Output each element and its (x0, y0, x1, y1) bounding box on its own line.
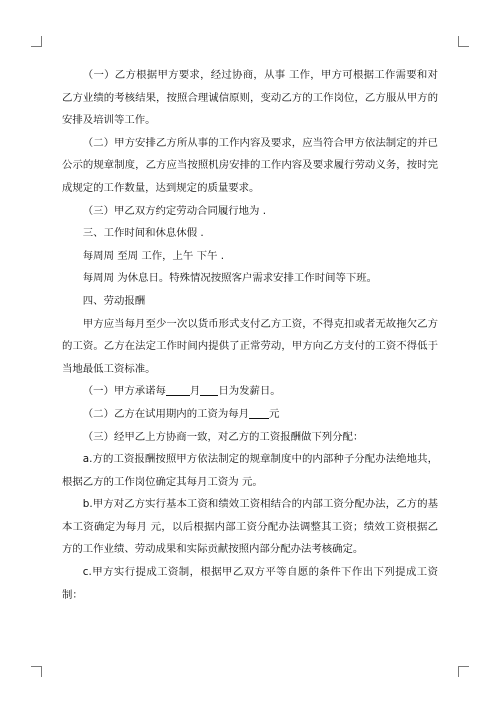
probation-amount-blank (249, 406, 269, 419)
pay-date-suffix: 日为发薪日。 (218, 385, 281, 398)
pay-date-clause (62, 380, 438, 403)
option-a: a.方的工资报酬按照甲方依法制定的规章制度中的内部种子分配办法绝地共，根据乙方的工作岗位确定其每月工资为 元。 (62, 453, 438, 488)
option-b: b.甲方对乙方实行基本工资和绩效工资相结合的内部工资分配办法，乙方的基本工资确定为每月 元，以后根据内部工资分配办法调整其工资；绩效工资根据乙方的工作业绩、劳动成果和实际贡献按照内部分配办法考核确定。 (62, 498, 438, 556)
option-c: c.甲方实行提成工资制，根据甲乙双方平等自愿的条件下作出下列提成工资制： (62, 566, 438, 601)
clause-1-3: （三）甲乙双方约定劳动合同履行地为 . (82, 204, 267, 217)
probation-pay-prefix: （二）乙方在试用期内的工资为每月 (82, 407, 250, 420)
rest-day-line: 每周周 为休息日。特殊情况按照客户需求安排工作时间等下班。 (82, 272, 378, 285)
pay-date-prefix: （一）甲方承诺每 (82, 385, 166, 398)
probation-pay-suffix: 元 (269, 407, 280, 420)
pay-month-blank (166, 383, 190, 396)
section-4-heading: 四、劳动报酬 (82, 294, 146, 307)
clause-1-2: （二）甲方安排乙方所从事的工作内容及要求，应当符合甲方依法制定的并已公示的规章制度，乙方应当按照机房安排的工作内容及要求履行劳动义务，按时完成规定的工作数量，达到规定的质量要求。 (62, 136, 438, 194)
section-3-heading: 三、工作时间和休息休假 . (82, 227, 204, 240)
pay-distribution-clause: （三）经甲乙上方协商一致，对乙方的工资报酬做下列分配： (82, 430, 364, 443)
pay-day-blank (200, 383, 218, 396)
crop-mark-top-right (458, 36, 469, 47)
probation-pay-clause (62, 403, 438, 426)
crop-mark-bottom-left (31, 666, 42, 677)
crop-mark-bottom-right (458, 666, 469, 677)
clause-1-1: （一）乙方根据甲方要求，经过协商，从事 工作，甲方可根据工作需要和对乙方业绩的考核结果，按照合理诚信原则，变动乙方的工作岗位，乙方服从甲方的安排及培训等工作。 (62, 69, 438, 127)
pay-date-month: 月 (189, 385, 201, 398)
crop-mark-top-left (31, 36, 42, 47)
pay-principle-paragraph: 甲方应当每月至少一次以货币形式支付乙方工资，不得克扣或者无故拖欠乙方的工资。乙方在法定工作时间内提供了正常劳动，甲方向乙方支付的工资不得低于当地最低工资标准。 (62, 317, 438, 375)
document-body (62, 64, 438, 606)
work-days-line: 每周周 至周 工作，上午 下午 . (82, 249, 224, 262)
